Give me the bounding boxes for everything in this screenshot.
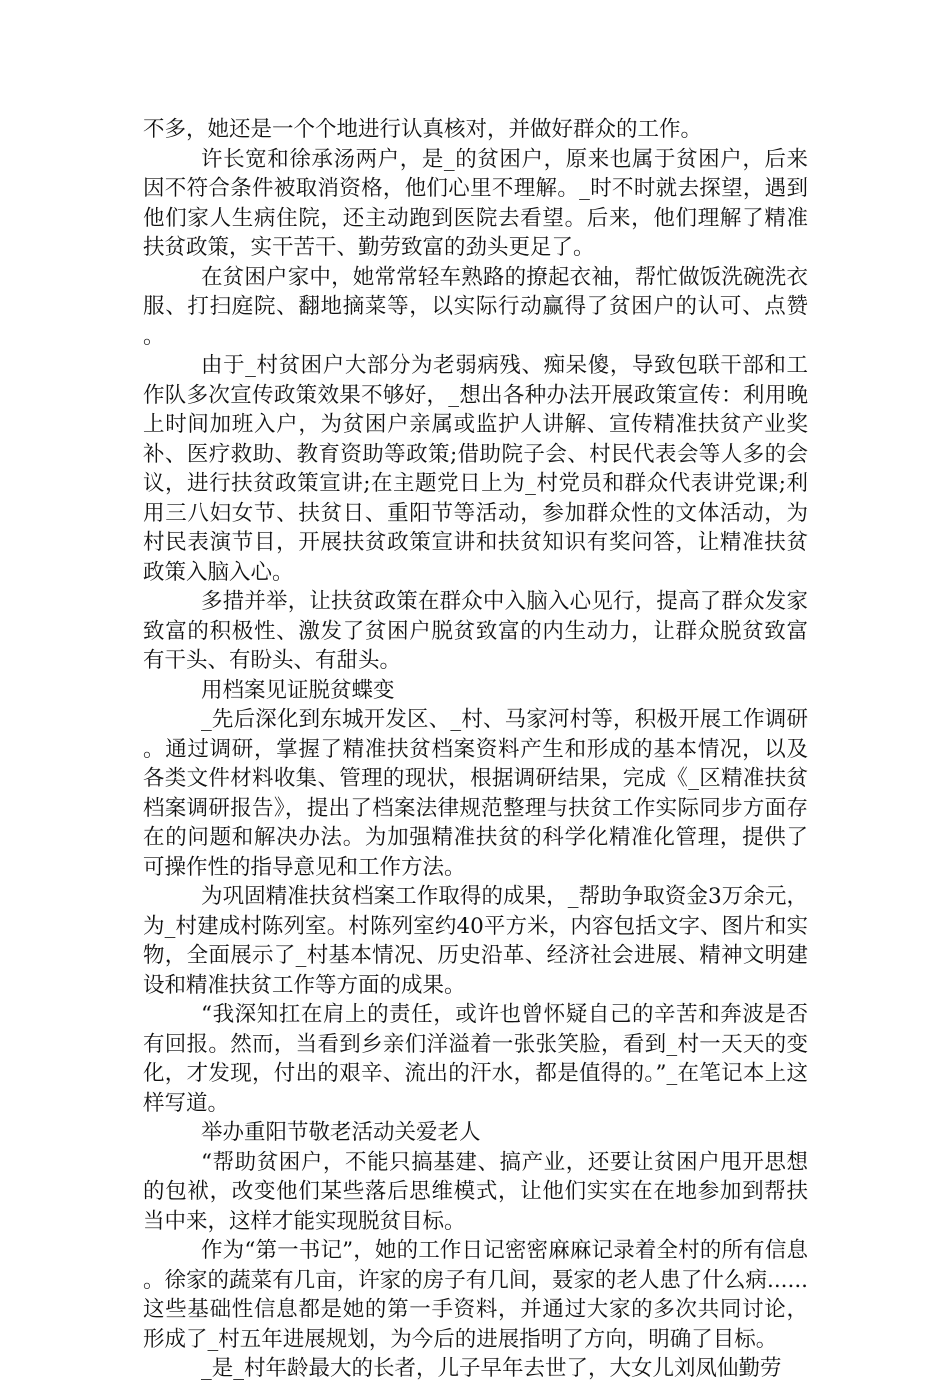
quote-paragraph: “我深知扛在肩上的责任，或许也曾怀疑自己的辛苦和奔波是否有回报。然而，当看到乡亲们洋溢着一张张笑脸，看到_村一天天的变化，才发现，付出的艰辛、流出的汗水，都是值得的。”_在笔记本上这样写道。	[143, 1002, 808, 1116]
quote-paragraph: “帮助贫困户，不能只搞基建、搞产业，还要让贫困户甩开思想的包袱，改变他们某些落后思维模式，让他们实实在在地参加到帮扶当中来，这样才能实现脱贫目标。	[143, 1149, 808, 1234]
paragraph-continued: 不多，她还是一个个地进行认真核对，并做好群众的工作。	[143, 117, 703, 142]
paragraph: 作为“第一书记”，她的工作日记密密麻麻记录着全村的所有信息。徐家的蔬菜有几亩，许家的房子有几间，聂家的老人患了什么病......这些基础性信息都是她的第一手资料，并通过大家的多次共同讨论，形成了_村五年进展规划，为今后的进展指明了方向，明确了目标。	[143, 1238, 808, 1352]
section-heading: 用档案见证脱贫蝶变	[201, 677, 395, 703]
document-body	[143, 115, 808, 1384]
paragraph: _先后深化到东城开发区、_村、马家河村等，积极开展工作调研。通过调研，掌握了精准扶贫档案资料产生和形成的基本情况，以及各类文件材料收集、管理的现状，根据调研结果，完成《_区精准扶贫档案调研报告》，提出了档案法律规范整理与扶贫工作实际同步方面存在的问题和解决办法。为加强精准扶贫的科学化精准化管理，提供了可操作性的指导意见和工作方法。	[143, 707, 808, 880]
paragraph: 在贫困户家中，她常常轻车熟路的撩起衣袖，帮忙做饭洗碗洗衣服、打扫庭院、翻地摘菜等，以实际行动赢得了贫困户的认可、点赞。	[143, 264, 808, 349]
paragraph: 为巩固精准扶贫档案工作取得的成果，_帮助争取资金3万余元，为_村建成村陈列室。村陈列室约40平方米，内容包括文字、图片和实物，全面展示了_村基本情况、历史沿革、经济社会进展、精神文明建设和精准扶贫工作等方面的成果。	[143, 884, 808, 998]
paragraph: 由于_村贫困户大部分为老弱病残、痴呆傻，导致包联干部和工作队多次宣传政策效果不够好，_想出各种办法开展政策宣传：利用晚上时间加班入户，为贫困户亲属或监护人讲解、宣传精准扶贫产业奖补、医疗救助、教育资助等政策;借助院子会、村民代表会等人多的会议，进行扶贫政策宣讲;在主题党日上为_村党员和群众代表讲党课;利用三八妇女节、扶贫日、重阳节等活动，参加群众性的文体活动，为村民表演节目，开展扶贫政策宣讲和扶贫知识有奖问答，让精准扶贫政策入脑入心。	[143, 353, 808, 585]
paragraph: 许长宽和徐承汤两户，是_的贫困户，原来也属于贫困户，后来因不符合条件被取消资格，他们心里不理解。_时不时就去探望，遇到他们家人生病住院，还主动跑到医院去看望。后来，他们理解了精准扶贫政策，实干苦干、勤劳致富的劲头更足了。	[143, 146, 808, 260]
paragraph: 多措并举，让扶贫政策在群众中入脑入心见行，提高了群众发家致富的积极性、激发了贫困户脱贫致富的内生动力，让群众脱贫致富有干头、有盼头、有甜头。	[143, 589, 808, 673]
paragraph: _是_村年龄最大的长者，儿子早年去世了，大女儿刘凤仙勤劳	[201, 1356, 782, 1381]
section-heading: 举办重阳节敬老活动关爱老人	[201, 1120, 481, 1145]
